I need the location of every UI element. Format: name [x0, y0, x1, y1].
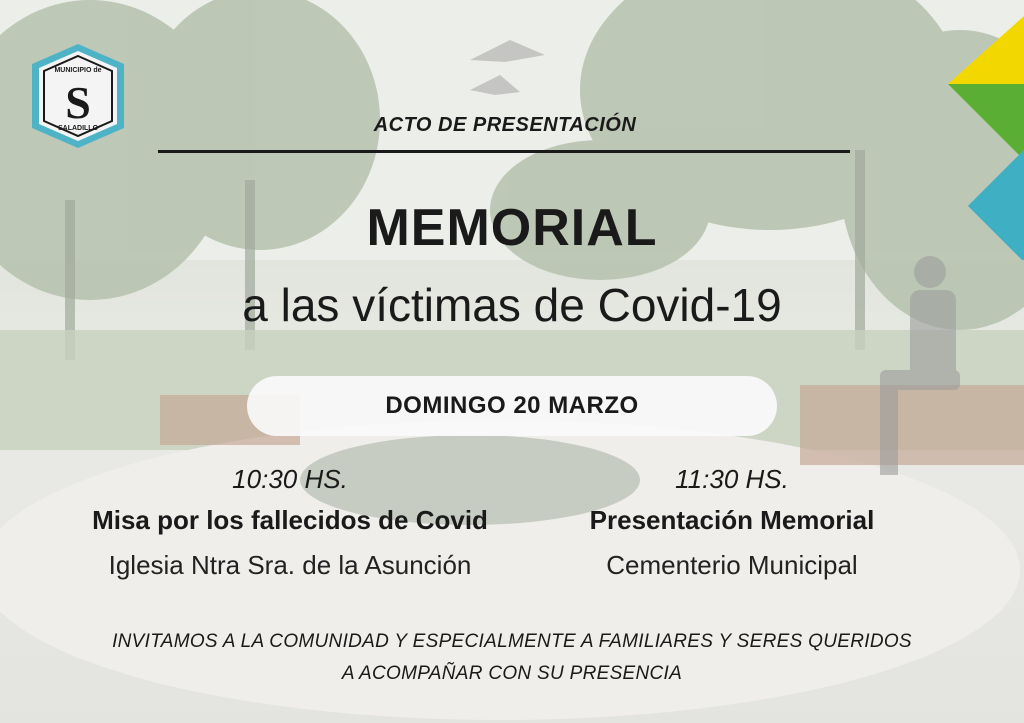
logo-letter: S [65, 77, 91, 128]
invitation-line-2: A ACOMPAÑAR CON SU PRESENCIA [341, 663, 683, 684]
page-subtitle: a las víctimas de Covid-19 [242, 279, 782, 331]
yellow-triangle [948, 16, 1024, 84]
invitation-text [40, 626, 984, 690]
event-time: 10:30 HS. [232, 464, 348, 494]
divider-line [158, 150, 850, 153]
page-title: MEMORIAL [366, 199, 658, 257]
event-name: Presentación Memorial [589, 505, 875, 535]
event-place: Iglesia Ntra Sra. de la Asunción [108, 550, 472, 580]
event-presentation [502, 464, 962, 581]
event-place: Cementerio Municipal [606, 550, 858, 580]
event-time: 11:30 HS. [675, 464, 789, 494]
municipality-logo [28, 42, 128, 150]
date-badge [247, 376, 777, 436]
event-kicker: ACTO DE PRESENTACIÓN [373, 114, 637, 136]
logo-bottom-text: SALADILLO [57, 125, 99, 132]
event-mass [60, 464, 520, 581]
green-triangle [948, 84, 1024, 160]
logo-top-text: MUNICIPIO de [54, 67, 102, 74]
date-text: DOMINGO 20 MARZO [385, 392, 639, 419]
invitation-line-1: INVITAMOS A LA COMUNIDAD Y ESPECIALMENTE A FAMILIARES Y SERES QUERIDOS [112, 631, 912, 652]
event-name: Misa por los fallecidos de Covid [92, 505, 488, 535]
